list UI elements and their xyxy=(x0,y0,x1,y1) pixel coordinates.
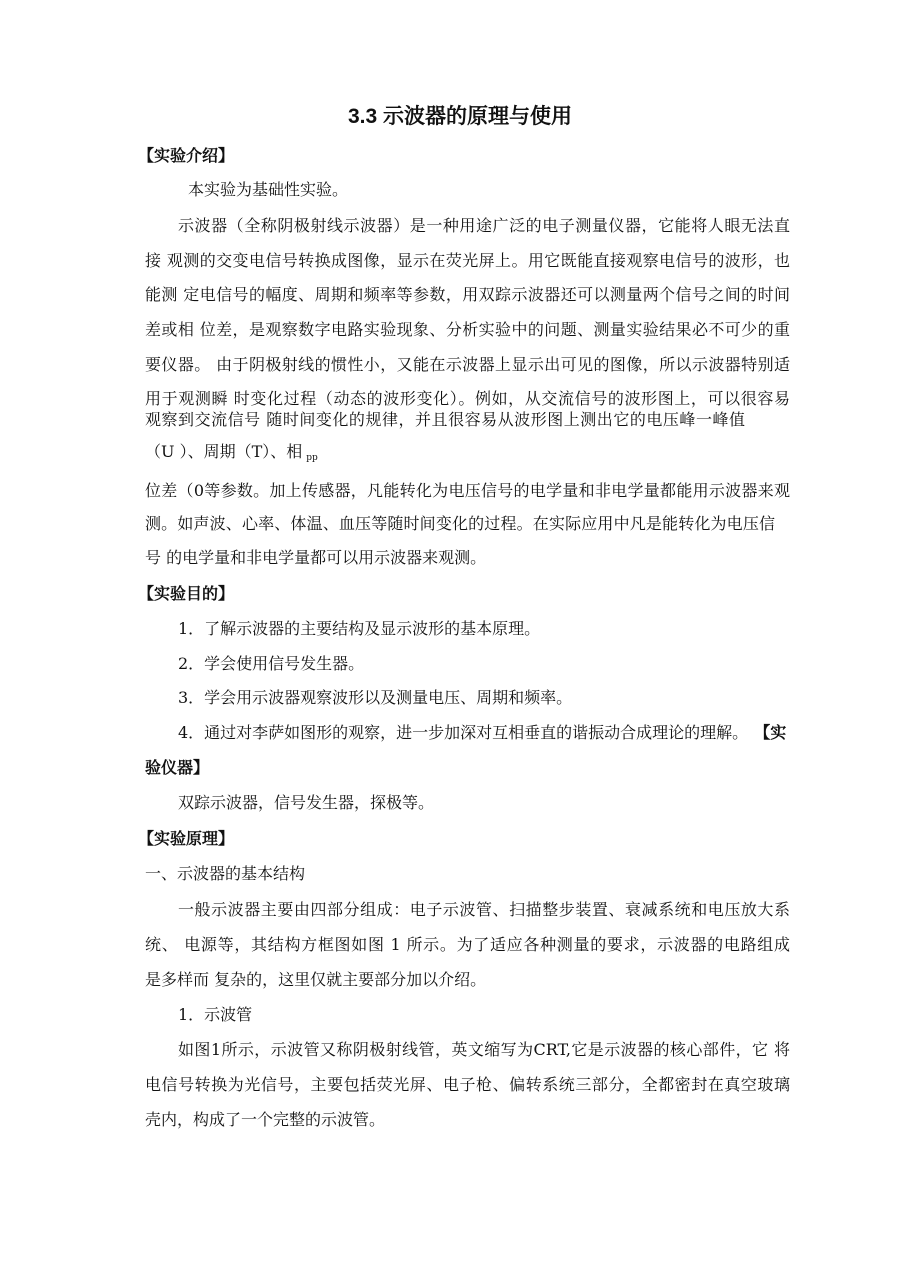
paragraph-line: 位差（0等参数。加上传感器，凡能转化为电压信号的电学量和非电学量都能用示波器来观 xyxy=(145,481,790,500)
section-heading-intro: 【实验介绍】 xyxy=(138,146,235,165)
paragraph-line: 统、 电源等，其结构方框图如图 1 所示。为了适应各种测量的要求，示波器的电路组成 xyxy=(145,935,790,954)
list-item: 3．学会用示波器观察波形以及测量电压、周期和频率。 xyxy=(178,688,573,707)
paragraph-line: 如图1所示，示波管又称阴极射线管，英文缩写为CRT,它是示波器的核心部件，它 将 xyxy=(178,1040,790,1059)
paragraph-line: 要仪器。 由于阴极射线的惯性小，又能在示波器上显示出可见的图像，所以示波器特别适 xyxy=(145,355,790,374)
paragraph-line: 用于观测瞬 时变化过程（动态的波形变化）。例如，从交流信号的波形图上，可以很容易 xyxy=(145,389,790,408)
paragraph-line xyxy=(145,441,790,469)
subscript-pp: pp xyxy=(306,453,318,463)
paragraph-line: 观察到交流信号 随时间变化的规律，并且很容易从波形图上测出它的电压峰一峰值 xyxy=(145,410,745,429)
paragraph-line: 差或相 位差，是观察数字电路实验现象、分析实验中的问题、测量实验结果必不可少的重 xyxy=(145,320,790,339)
subheading: 一、示波器的基本结构 xyxy=(145,864,306,883)
paragraph-line: 电信号转换为光信号，主要包括荧光屏、电子枪、偏转系统三部分，全都密封在真空玻璃 xyxy=(145,1075,790,1094)
paragraph-text: （U ）、周期（T）、相 xyxy=(145,442,303,461)
paragraph-line: 示波器（全称阴极射线示波器）是一种用途广泛的电子测量仪器，它能将人眼无法直 xyxy=(178,216,790,235)
section-heading-principle: 【实验原理】 xyxy=(138,829,235,848)
paragraph-line: 是多样而 复杂的，这里仅就主要部分加以介绍。 xyxy=(145,970,487,989)
list-item: 1．了解示波器的主要结构及显示波形的基本原理。 xyxy=(178,619,541,638)
paragraph-line: 壳内，构成了一个完整的示波管。 xyxy=(145,1110,386,1129)
list-item-text: 4．通过对李萨如图形的观察，进一步加深对互相垂直的谐振动合成理论的理解。 xyxy=(178,723,749,742)
list-item xyxy=(178,722,790,744)
section-heading-purpose: 【实验目的】 xyxy=(138,584,235,603)
section-heading-instruments-part1: 【实 xyxy=(762,723,787,742)
paragraph-line: 测。如声波、心率、体温、血压等随时间变化的过程。在实际应用中凡是能转化为电压信 xyxy=(145,514,775,533)
paragraph-line: 本实验为基础性实验。 xyxy=(188,180,349,199)
paragraph-line: 接 观测的交变电信号转换成图像，显示在荧光屏上。用它既能直接观察电信号的波形，也 xyxy=(145,251,790,270)
paragraph-line: 能测 定电信号的幅度、周期和频率等参数，用双踪示波器还可以测量两个信号之间的时间 xyxy=(145,285,790,304)
list-item: 2．学会使用信号发生器。 xyxy=(178,654,365,673)
section-heading-instruments-part2: 验仪器】 xyxy=(145,758,210,777)
subheading: 1．示波管 xyxy=(178,1005,253,1024)
page-title: 3.3 示波器的原理与使用 xyxy=(347,105,573,128)
paragraph-line: 双踪示波器，信号发生器，探极等。 xyxy=(178,793,435,812)
paragraph-line: 一般示波器主要由四部分组成：电子示波管、扫描整步装置、衰减系统和电压放大系 xyxy=(178,900,790,919)
paragraph-line: 号 的电学量和非电学量都可以用示波器来观测。 xyxy=(145,548,487,567)
